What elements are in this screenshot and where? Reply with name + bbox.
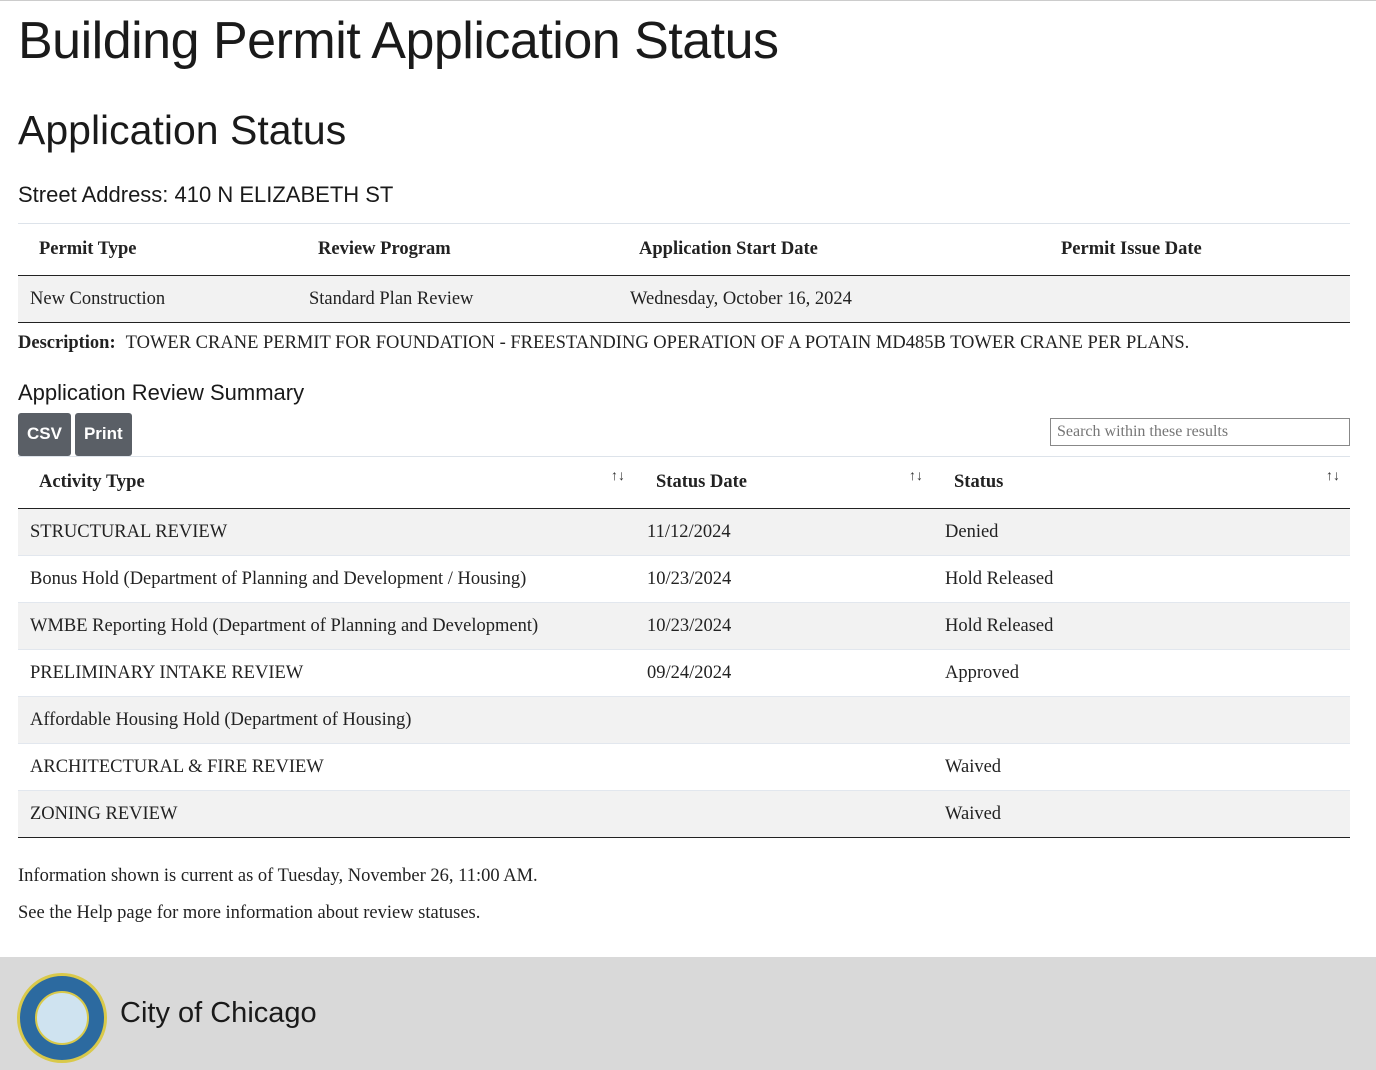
table-row [18,697,1350,744]
search-input[interactable] [1050,418,1350,446]
permit-type: New Construction [18,276,297,323]
header-permit-issue-date: Permit Issue Date [1040,224,1350,276]
footer-title: City of Chicago [120,997,317,1029]
csv-button[interactable]: CSV [18,413,71,456]
review-table [18,456,1350,838]
description-text: TOWER CRANE PERMIT FOR FOUNDATION - FREESTANDING OPERATION OF A POTAIN MD485B TOWER CRANE PER PLANS. [125,333,1190,353]
status [933,697,1350,744]
review-program: Standard Plan Review [297,276,618,323]
sort-icon[interactable]: ↑↓ [1326,469,1340,484]
activity-type: Bonus Hold (Department of Planning and Development / Housing) [18,556,635,603]
permit-table [18,223,1350,323]
info-current: Information shown is current as of Tuesday, November 26, 11:00 AM. [18,866,538,886]
city-seal-logo [17,973,107,1063]
sort-icon[interactable]: ↑↓ [909,469,923,484]
table-row [18,791,1350,838]
header-status-date[interactable]: Status Date ↑↓ [635,457,933,509]
activity-type: WMBE Reporting Hold (Department of Planning and Development) [18,603,635,650]
permit-issue-date [1040,276,1350,323]
table-row [18,650,1350,697]
table-row [18,556,1350,603]
sort-icon[interactable]: ↑↓ [611,469,625,484]
header-activity-type[interactable]: Activity Type ↑↓ [18,457,635,509]
status: Denied [933,509,1350,556]
header-review-program: Review Program [297,224,618,276]
description-label: Description: [18,333,116,353]
status-date: 09/24/2024 [635,650,933,697]
header-permit-type: Permit Type [18,224,297,276]
header-application-start-date: Application Start Date [618,224,1040,276]
status: Waived [933,791,1350,838]
table-row [18,276,1350,323]
street-address: Street Address: 410 N ELIZABETH ST [18,182,394,207]
status: Waived [933,744,1350,791]
activity-type: PRELIMINARY INTAKE REVIEW [18,650,635,697]
activity-type: ZONING REVIEW [18,791,635,838]
status-date [635,744,933,791]
table-row [18,744,1350,791]
activity-type: Affordable Housing Hold (Department of Housing) [18,697,635,744]
status-date: 10/23/2024 [635,603,933,650]
review-summary-title: Application Review Summary [18,380,305,405]
section-title: Application Status [18,107,347,153]
page-title: Building Permit Application Status [18,12,779,70]
header-status[interactable]: Status ↑↓ [933,457,1350,509]
status-date: 10/23/2024 [635,556,933,603]
table-row [18,603,1350,650]
help-note: See the Help page for more information about review statuses. [18,903,481,923]
activity-type: STRUCTURAL REVIEW [18,509,635,556]
description [18,333,1350,354]
status-date [635,791,933,838]
table-row [18,509,1350,556]
footer [0,957,1376,1070]
application-start-date: Wednesday, October 16, 2024 [618,276,1040,323]
status-date: 11/12/2024 [635,509,933,556]
status-date [635,697,933,744]
activity-type: ARCHITECTURAL & FIRE REVIEW [18,744,635,791]
status: Approved [933,650,1350,697]
status: Hold Released [933,556,1350,603]
status: Hold Released [933,603,1350,650]
print-button[interactable]: Print [75,413,132,456]
